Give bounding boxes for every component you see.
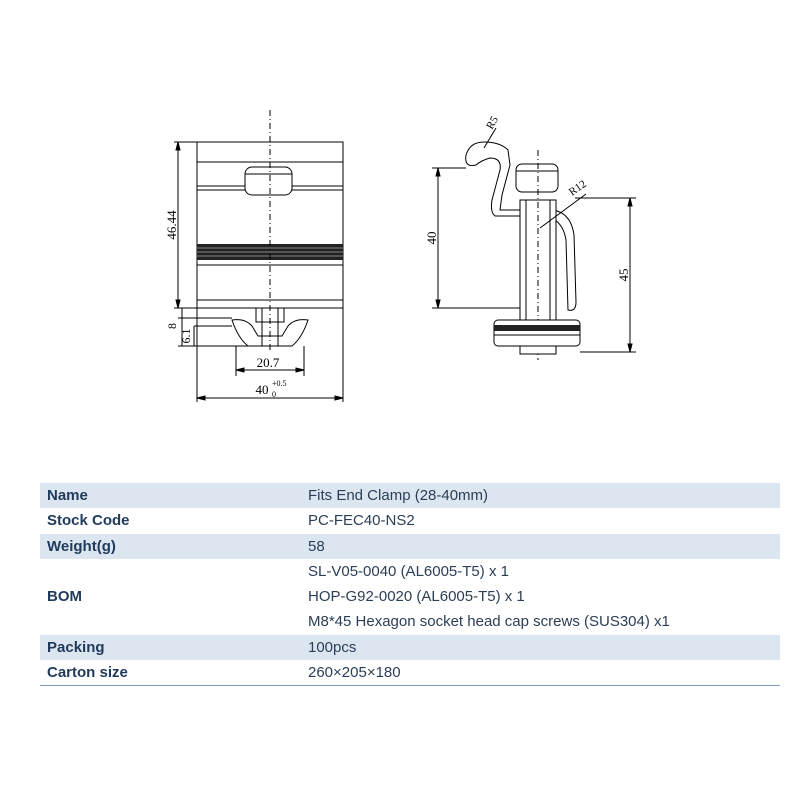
- dim-20-7: 20.7: [256, 355, 280, 370]
- row-key: Packing: [40, 635, 308, 660]
- side-bolt-head: [516, 164, 558, 192]
- side-view: [432, 128, 636, 360]
- row-value: [308, 559, 780, 635]
- bolt-head: [245, 167, 292, 195]
- dim-45-side: 45: [616, 268, 631, 282]
- dim-tol-upper: +0.5: [272, 379, 287, 388]
- dim-46-44: 46.44: [164, 210, 179, 240]
- table-row: [40, 508, 780, 533]
- row-key: Carton size: [40, 660, 308, 686]
- dim-tol-lower: 0: [272, 390, 276, 399]
- row-key: Name: [40, 483, 308, 508]
- dim-40-main: 40: [255, 382, 269, 397]
- table-row: [40, 660, 780, 686]
- bom-line: HOP-G92-0020 (AL6005-T5) x 1: [308, 588, 525, 606]
- table-row: [40, 534, 780, 559]
- bom-line: SL-V05-0040 (AL6005-T5) x 1: [308, 562, 509, 580]
- table-row: [40, 483, 780, 508]
- table-row: [40, 635, 780, 660]
- row-value: PC-FEC40-NS2: [308, 512, 415, 530]
- spec-table: [40, 483, 780, 686]
- dim-8: 8: [165, 323, 179, 329]
- dim-6-1: 6.1: [179, 328, 193, 344]
- row-value: 260×205×180: [308, 660, 780, 686]
- dim-r5: R5: [484, 114, 502, 132]
- dim-r12: R12: [566, 178, 589, 199]
- bom-line: M8*45 Hexagon socket head cap screws (SUS304) x1: [308, 613, 670, 631]
- row-key: BOM: [47, 588, 82, 606]
- nut-plate: [494, 320, 580, 346]
- row-key: Stock Code: [47, 512, 130, 530]
- row-value: Fits End Clamp (28-40mm): [308, 483, 780, 508]
- row-value: 58: [308, 534, 780, 559]
- row-key: Weight(g): [40, 534, 308, 559]
- row-value: 100pcs: [308, 635, 780, 660]
- table-row: [40, 559, 780, 635]
- dim-40-side: 40: [424, 231, 439, 245]
